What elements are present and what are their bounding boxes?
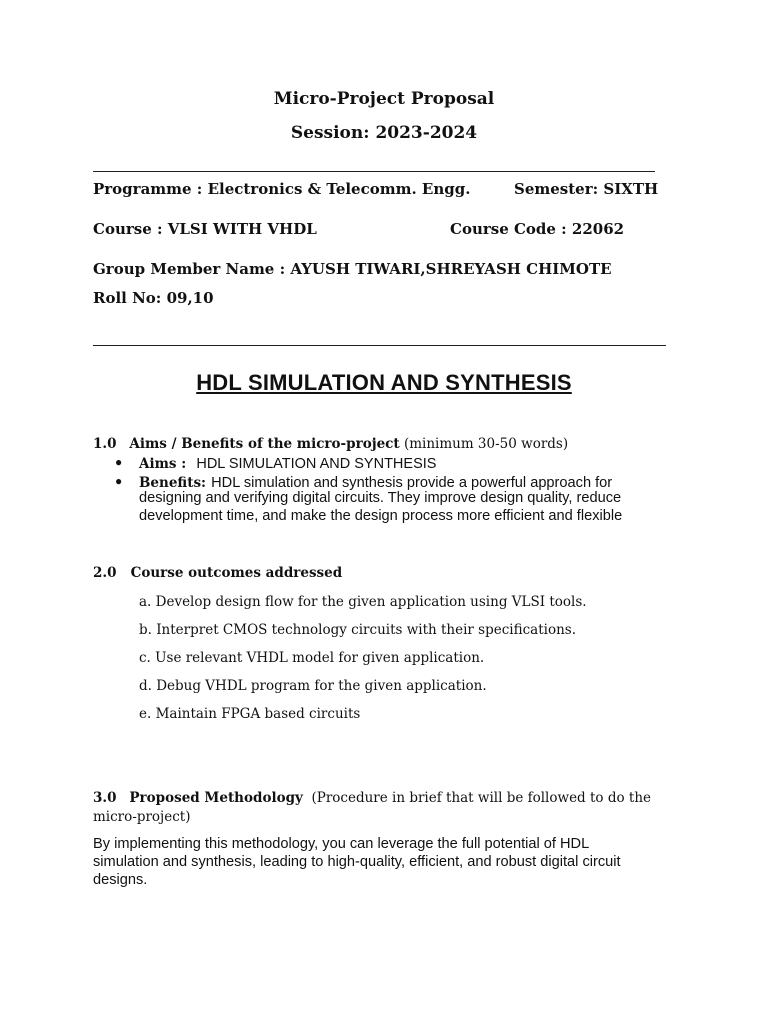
bullet-icon: ●: [115, 474, 123, 488]
section-1-note: (minimum 30-50 words): [403, 436, 569, 452]
section-1-heading: [93, 436, 568, 452]
semester-label: Semester: SIXTH: [514, 180, 659, 198]
course-code-label: Course Code : 22062: [450, 220, 625, 238]
benefits-label: Benefits:: [139, 475, 207, 491]
roll-no-label: Roll No: 09,10: [93, 289, 214, 307]
benefits-text-3: development time, and make the design process more efficient and flexible: [139, 508, 623, 524]
aims-bullet: [139, 453, 436, 472]
section-3-note: (Procedure in brief that will be followed to do the: [311, 790, 651, 806]
aims-label: Aims :: [139, 456, 187, 472]
benefits-text-1: HDL simulation and synthesis provide a powerful approach for: [211, 475, 613, 491]
section-2-heading: [93, 565, 342, 581]
outcome-item: d. Debug VHDL program for the given application.: [139, 678, 487, 694]
outcome-item: b. Interpret CMOS technology circuits with their specifications.: [139, 622, 577, 638]
section-3-title: Proposed Methodology: [129, 790, 303, 806]
group-members-label: Group Member Name : AYUSH TIWARI,SHREYASH CHIMOTE: [93, 260, 612, 278]
section-1-title: Aims / Benefits of the micro-project: [129, 436, 400, 452]
section-2-number: 2.0: [93, 565, 117, 581]
aims-text: HDL SIMULATION AND SYNTHESIS: [196, 456, 437, 472]
benefits-text-2: designing and verifying digital circuits. They improve design quality, reduce: [139, 490, 622, 506]
project-title: HDL SIMULATION AND SYNTHESIS: [196, 370, 572, 395]
benefits-line-1: [139, 472, 612, 491]
outcome-item: a. Develop design flow for the given application using VLSI tools.: [139, 594, 587, 610]
outcome-item: e. Maintain FPGA based circuits: [139, 706, 361, 722]
outcome-item: c. Use relevant VHDL model for given application.: [139, 650, 485, 666]
header-divider: [93, 171, 655, 172]
section-3-heading: [93, 790, 651, 806]
course-label: Course : VLSI WITH VHDL: [93, 220, 317, 238]
methodology-text-3: designs.: [93, 872, 148, 888]
section-3-number: 3.0: [93, 790, 117, 806]
methodology-text-1: By implementing this methodology, you can leverage the full potential of HDL: [93, 836, 590, 852]
info-divider: [93, 345, 666, 346]
programme-label: Programme : Electronics & Telecomm. Engg.: [93, 180, 471, 198]
bullet-icon: ●: [115, 455, 123, 469]
document-title: Micro-Project Proposal: [273, 89, 495, 109]
methodology-text-2: simulation and synthesis, leading to high-quality, efficient, and robust digital circuit: [93, 854, 621, 870]
section-1-number: 1.0: [93, 436, 117, 452]
section-2-title: Course outcomes addressed: [130, 565, 343, 581]
section-3-note-cont: micro-project): [93, 809, 191, 825]
session-label: Session: 2023-2024: [290, 123, 478, 143]
